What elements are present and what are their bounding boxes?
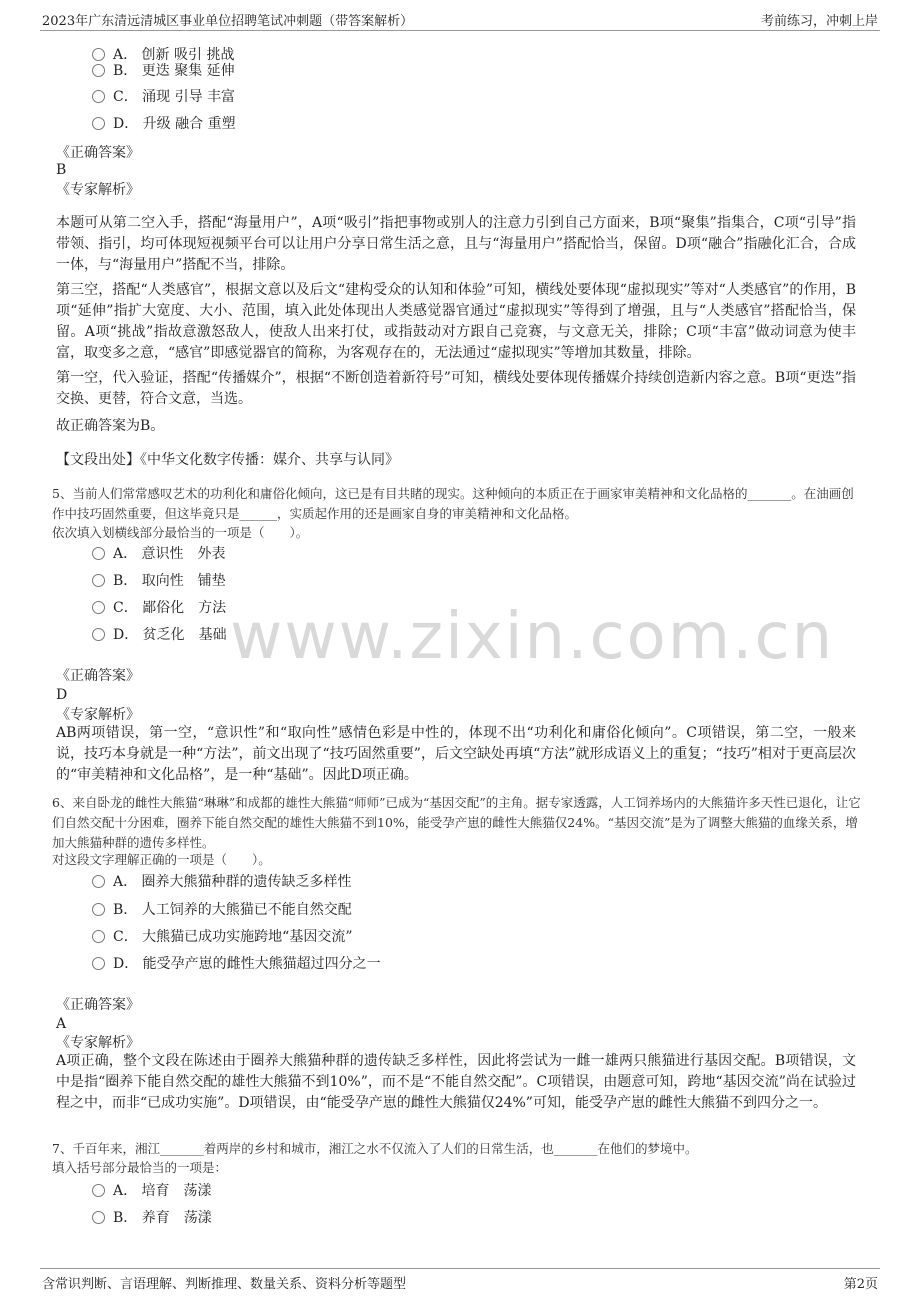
option-label: D． 贫乏化 基础 — [113, 627, 227, 643]
radio-icon[interactable] — [92, 64, 105, 77]
option-label: B． 更迭 聚集 延伸 — [113, 63, 235, 79]
q4-source: 【文段出处】《中华文化数字传播：媒介、共享与认同》 — [56, 452, 399, 468]
radio-icon[interactable] — [92, 1184, 105, 1197]
option-label: B． 养育 荡漾 — [113, 1210, 212, 1226]
radio-icon[interactable] — [92, 930, 105, 943]
radio-icon[interactable] — [92, 117, 105, 130]
q6-analysis-label: 《专家解析》 — [56, 1035, 140, 1051]
footer-topics: 含常识判断、言语理解、判断推理、数量关系、资料分析等题型 — [42, 1277, 407, 1292]
q4-analysis-p2: 第三空，搭配“人类感官”，根据文意以及后文“建构受众的认知和体验”可知，横线处要体现“虚拟现实”等对“人类感官”的作用，B项“延伸”指扩大宽度、大小、范围，填入此处体现出人类感觉器官通过“虚拟现实”等得到了增强，且与“人类感官”搭配恰当，保留。A项“挑战”指故意激怒敌人，使敌人出来打仗，或指鼓动对方跟自己竞赛，与文意无关，排除；C项“丰富”做动词意为使丰富，取变多之意，“感官”即感觉器官的简称，为客观存在的，无法通过“虚拟现实”等增加其数量，排除。 — [56, 282, 856, 361]
radio-icon[interactable] — [92, 903, 105, 916]
option-label: C． 大熊猫已成功实施跨地“基因交流” — [113, 929, 353, 945]
q5-prompt: 依次填入划横线部分最恰当的一项是（ ）。 — [52, 525, 309, 540]
q4-analysis-p4: 故正确答案为B。 — [56, 418, 165, 434]
q6-option-b[interactable] — [92, 899, 352, 921]
q5-analysis: AB两项错误，第一空，“意识性”和“取向性”感情色彩是中性的，体现不出“功利化和庸俗化倾向”。C项错误，第二空，一般来说，技巧本身就是一种“方法”，前文出现了“技巧固然重要”，后文空缺处再填“方法”就形成语义上的重复；“技巧”相对于更高层次的“审美精神和文化品格”，是一种“基础”。因此D项正确。 — [56, 725, 856, 783]
option-label: C． 涌现 引导 丰富 — [113, 89, 236, 105]
option-label: B． 取向性 铺垫 — [113, 573, 226, 589]
radio-icon[interactable] — [92, 574, 105, 587]
radio-icon[interactable] — [92, 957, 105, 970]
q4-analysis-p3: 第一空，代入验证，搭配“传播媒介”，根据“不断创造着新符号”可知，横线处要体现传播媒介持续创造新内容之意。B项“更迭”指交换、更替，符合文意，当选。 — [56, 370, 856, 407]
q5-answer: D — [56, 687, 68, 703]
radio-icon[interactable] — [92, 601, 105, 614]
q6-prompt: 对这段文字理解正确的一项是（ ）。 — [52, 852, 271, 867]
q5-stem: 5、当前人们常常感叹艺术的功利化和庸俗化倾向，这已是有目共睹的现实。这种倾向的本质正在于画家审美精神和文化品格的_______。在油画创作中技巧固然重要，但这毕竟只是______，实质起作用的还是画家自身的审美精神和文化品格。 — [52, 486, 854, 521]
q4-analysis-p1: 本题可从第二空入手，搭配“海量用户”，A项“吸引”指把事物或别人的注意力引到自己方面来，B项“聚集”指集合，C项“引导”指带领、指引，均可体现短视频平台可以让用户分享日常生活之意，且与“海量用户”搭配恰当，保留。D项“融合”指融化汇合，合成一体，与“海量用户”搭配不当，排除。 — [56, 215, 856, 273]
q4-option-d[interactable] — [92, 113, 236, 135]
radio-icon[interactable] — [92, 628, 105, 641]
q6-answer: A — [56, 1016, 67, 1032]
radio-icon[interactable] — [92, 1211, 105, 1224]
q6-stem: 6、来自卧龙的雌性大熊猫“琳琳”和成都的雄性大熊猫“师师”已成为“基因交配”的主角。据专家透露，人工饲养场内的大熊猫许多天性已退化，让它们自然交配十分困难，圈养下能自然交配的雄性大熊猫不到10%，能受孕产崽的雌性大熊猫仅24%。“基因交流”是为了调整大熊猫的血缘关系，增加大熊猫种群的遗传多样性。 — [52, 795, 861, 850]
option-label: D． 能受孕产崽的雌性大熊猫超过四分之一 — [113, 956, 381, 972]
q5-option-a[interactable] — [92, 543, 226, 565]
q6-analysis: A项正确，整个文段在陈述由于圈养大熊猫种群的遗传缺乏多样性，因此将尝试为一雌一雄两只熊猫进行基因交配。B项错误，文中是指“圈养下能自然交配的雄性大熊猫不到10%”，而不是“不能自然交配”。C项错误，由题意可知，跨地“基因交流”尚在试验过程之中，而非“已成功实施”。D项错误，由“能受孕产崽的雌性大熊猫仅24%”可知，能受孕产崽的雌性大熊猫不到四分之一。 — [56, 1053, 856, 1111]
q7-option-b[interactable] — [92, 1207, 212, 1229]
q5-analysis-label: 《专家解析》 — [56, 707, 140, 723]
q7-stem: 7、千百年来，湘江_______着两岸的乡村和城市，湘江之水不仅流入了人们的日常生活，也_______在他们的梦境中。 — [52, 1141, 698, 1156]
option-label: A． 培育 荡漾 — [113, 1183, 212, 1199]
option-label: D． 升级 融合 重塑 — [113, 116, 236, 132]
page-footer — [40, 1268, 880, 1299]
q6-option-a[interactable] — [92, 871, 352, 893]
q5-option-d[interactable] — [92, 624, 227, 646]
q7-prompt: 填入括号部分最恰当的一项是： — [52, 1160, 228, 1175]
option-label: C． 鄙俗化 方法 — [113, 600, 227, 616]
option-label: A． 创新 吸引 挑战 — [113, 47, 235, 63]
q5-option-c[interactable] — [92, 597, 226, 619]
q4-answer-label: 《正确答案》 — [56, 145, 140, 161]
option-label: A． 意识性 外表 — [113, 546, 226, 562]
option-label: B． 人工饲养的大熊猫已不能自然交配 — [113, 902, 352, 918]
q6-option-d[interactable] — [92, 953, 381, 975]
q7-option-a[interactable] — [92, 1180, 212, 1202]
radio-icon[interactable] — [92, 875, 105, 888]
q6-answer-label: 《正确答案》 — [56, 997, 140, 1013]
header-title: 2023年广东清远清城区事业单位招聘笔试冲刺题（带答案解析） — [42, 14, 414, 29]
page-header — [40, 0, 880, 31]
q4-analysis-label: 《专家解析》 — [56, 182, 140, 198]
option-label: A． 圈养大熊猫种群的遗传缺乏多样性 — [113, 874, 352, 890]
q4-answer: B — [56, 162, 67, 178]
q5-option-b[interactable] — [92, 570, 226, 592]
radio-icon[interactable] — [92, 90, 105, 103]
header-slogan: 考前练习，冲刺上岸 — [760, 14, 878, 29]
page-number: 第2页 — [843, 1277, 878, 1292]
q5-answer-label: 《正确答案》 — [56, 668, 140, 684]
q6-option-c[interactable] — [92, 926, 352, 948]
q4-option-b[interactable] — [92, 60, 235, 82]
watermark: www.zixin.com.cn — [230, 600, 835, 674]
q4-option-c[interactable] — [92, 86, 235, 108]
radio-icon[interactable] — [92, 547, 105, 560]
